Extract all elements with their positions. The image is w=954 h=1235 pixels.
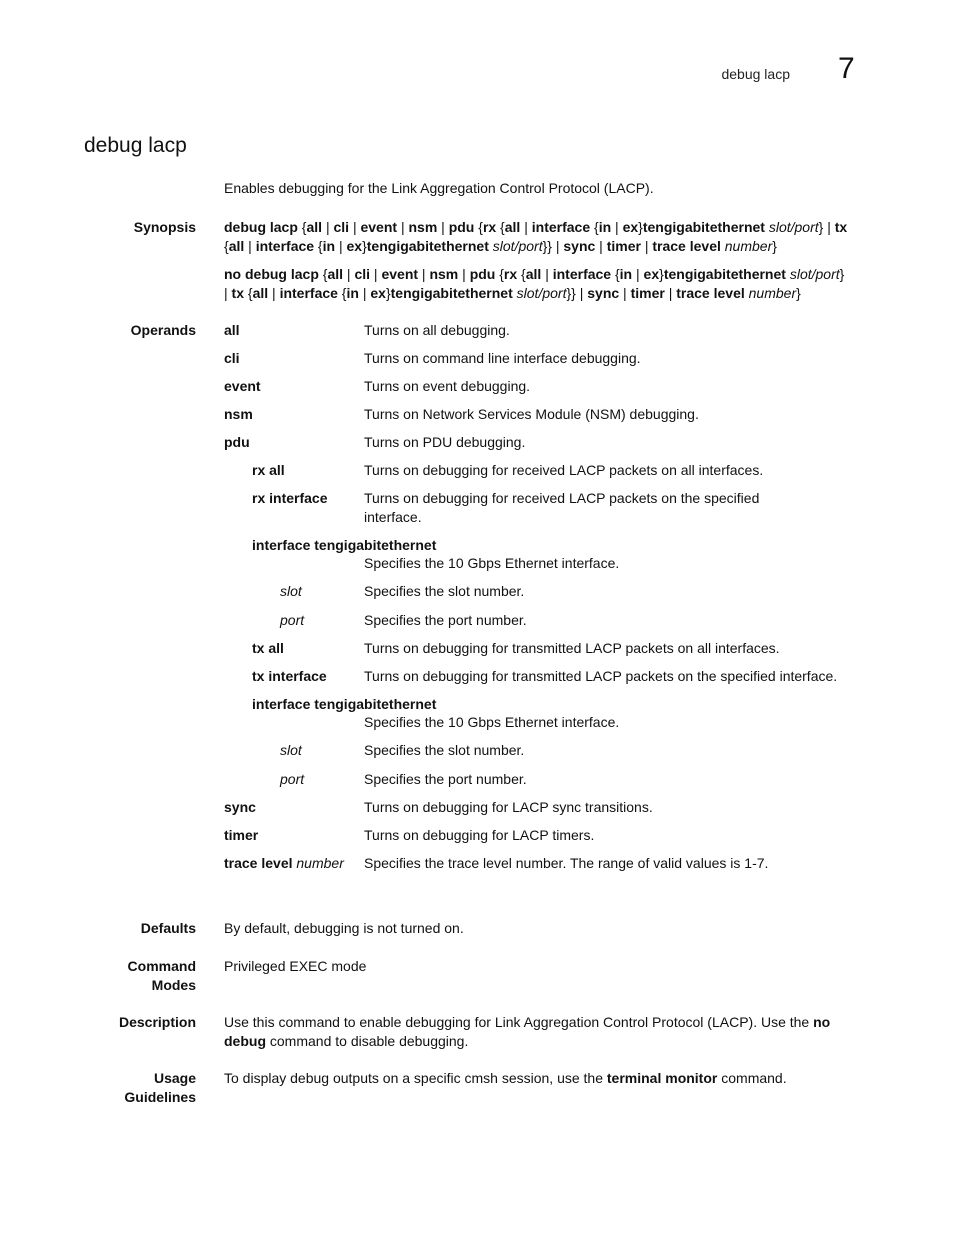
operand-term: tx all — [252, 640, 284, 656]
operand-term: tx interface — [252, 668, 327, 684]
synopsis-line-1: debug lacp {all | cli | event | nsm | pdu {rx {all | interface {in | ex}tengigabitethernet slot/port} | tx {all | interface {in | ex}tengigabitethernet slot/port}} | sync | timer | trace level number} — [224, 219, 848, 254]
defaults-text: By default, debugging is not turned on. — [224, 920, 464, 936]
synopsis-line-2: no debug lacp {all | cli | event | nsm | pdu {rx {all | interface {in | ex}tengigabitethernet slot/port} | tx {all | interface {in | ex}tengigabitethernet slot/port}} | sync | timer | trace level number} — [224, 266, 845, 301]
operand-desc: Specifies the slot number. — [364, 583, 525, 599]
command-modes-label: Command Modes — [127, 958, 196, 993]
operand-term: all — [224, 322, 240, 338]
operand-desc: Turns on debugging for received LACP packets on the specified interface. — [364, 490, 760, 525]
operand-desc: Turns on debugging for received LACP packets on all interfaces. — [364, 462, 764, 478]
synopsis-body — [224, 218, 869, 303]
operand-desc: Turns on event debugging. — [364, 378, 531, 394]
operand-term: port — [280, 771, 305, 787]
operand-term: trace level number — [224, 855, 344, 871]
operands-label: Operands — [130, 322, 196, 338]
operand-term: slot — [280, 742, 302, 758]
operand-term: timer — [224, 827, 259, 843]
operand-desc: Turns on debugging for LACP timers. — [364, 827, 595, 843]
usage-guidelines-text: To display debug outputs on a specific cmsh session, use the terminal monitor command. — [224, 1070, 787, 1086]
operand-term: interface tengigabitethernet — [252, 696, 437, 712]
operand-desc: Turns on PDU debugging. — [364, 434, 526, 450]
operand-desc: Turns on debugging for transmitted LACP packets on all interfaces. — [364, 640, 780, 656]
operand-term: rx all — [252, 462, 285, 478]
command-modes-text: Privileged EXEC mode — [224, 958, 367, 974]
operand-desc: Turns on Network Services Module (NSM) debugging. — [364, 406, 699, 422]
operand-term: interface tengigabitethernet — [252, 537, 437, 553]
operand-term: sync — [224, 799, 256, 815]
description-label: Description — [118, 1014, 196, 1030]
page-title: debug lacp — [84, 134, 187, 157]
operand-term: pdu — [224, 434, 250, 450]
operand-desc: Turns on debugging for transmitted LACP packets on the specified interface. — [364, 668, 838, 684]
operand-desc: Specifies the trace level number. The range of valid values is 1-7. — [364, 855, 769, 871]
operand-term: slot — [280, 583, 302, 599]
defaults-label: Defaults — [140, 920, 196, 936]
usage-guidelines-label: Usage Guidelines — [124, 1070, 196, 1105]
operand-term: port — [280, 612, 305, 628]
operand-desc: Specifies the 10 Gbps Ethernet interface. — [364, 555, 620, 571]
operand-desc: Specifies the 10 Gbps Ethernet interface. — [364, 714, 620, 730]
operand-desc: Turns on command line interface debugging. — [364, 350, 641, 366]
synopsis-label: Synopsis — [133, 219, 196, 235]
chapter-number: 7 — [838, 52, 855, 85]
operand-term: cli — [224, 350, 240, 366]
operand-desc: Specifies the port number. — [364, 771, 527, 787]
operand-term: rx interface — [252, 490, 328, 506]
intro-text: Enables debugging for the Link Aggregation Control Protocol (LACP). — [224, 180, 654, 196]
running-header-title: debug lacp — [721, 66, 790, 82]
operand-desc: Specifies the port number. — [364, 612, 527, 628]
description-text: Use this command to enable debugging for Link Aggregation Control Protocol (LACP). Use the no debug command to disable debugging. — [224, 1014, 831, 1049]
operand-desc: Turns on debugging for LACP sync transitions. — [364, 799, 653, 815]
operand-desc: Turns on all debugging. — [364, 322, 510, 338]
operand-term: nsm — [224, 406, 253, 422]
operand-desc: Specifies the slot number. — [364, 742, 525, 758]
operand-term: event — [224, 378, 261, 394]
